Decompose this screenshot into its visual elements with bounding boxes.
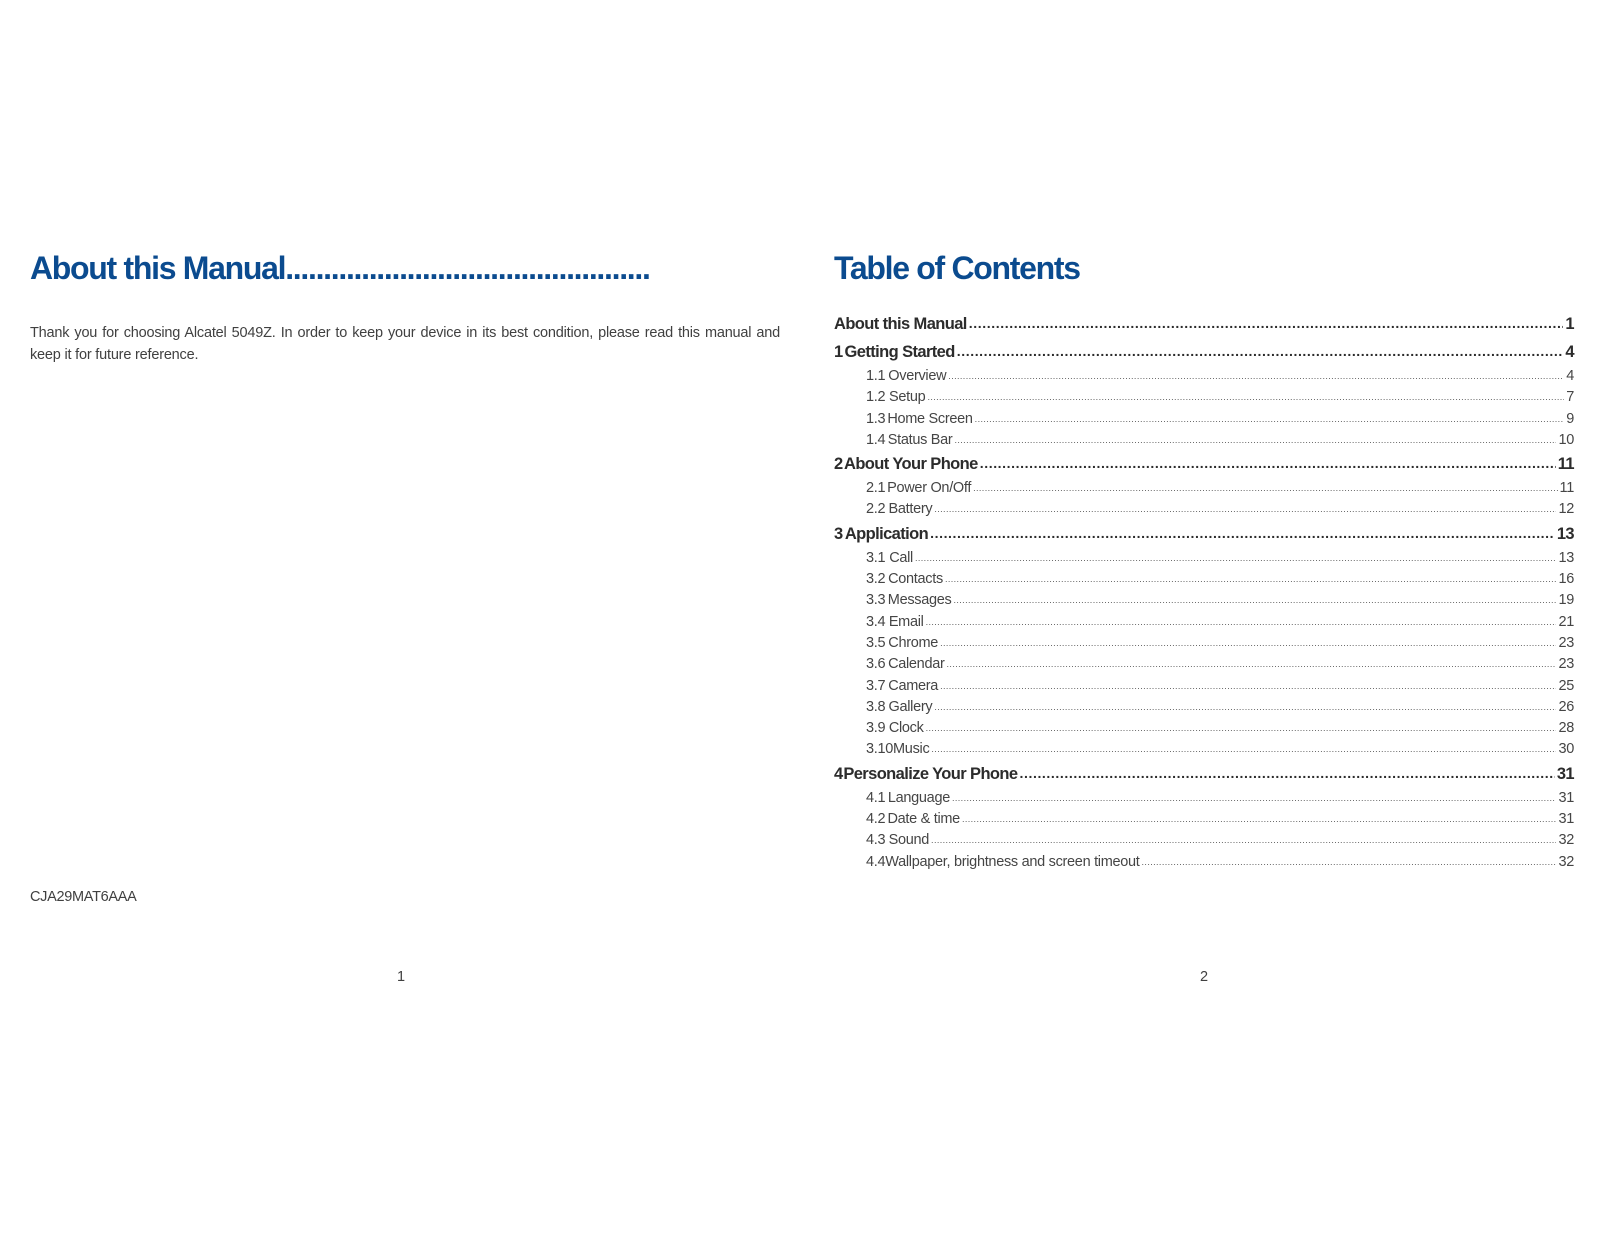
toc-dot-leader bbox=[931, 835, 1556, 845]
toc-dot-leader bbox=[969, 315, 1564, 331]
toc-heading: Table of Contents bbox=[834, 250, 1080, 286]
toc-section-label: Power On/Off bbox=[887, 480, 972, 497]
toc-dot-leader bbox=[980, 455, 1556, 471]
toc-dot-leader bbox=[953, 595, 1556, 605]
toc-chapter-page: 13 bbox=[1556, 524, 1574, 543]
toc-section-label: Home Screen bbox=[887, 410, 973, 427]
intro-paragraph: Thank you for choosing Alcatel 5049Z. In order to keep your device in its best condition, please read this manual and keep it for future reference. bbox=[30, 325, 780, 363]
toc-section-number: 2.1 bbox=[866, 480, 886, 497]
toc-dot-leader bbox=[934, 504, 1556, 514]
toc-dot-leader bbox=[930, 525, 1555, 541]
toc-section-page: 26 bbox=[1558, 698, 1574, 715]
toc-chapter-page: 11 bbox=[1557, 455, 1574, 474]
toc-section-page: 31 bbox=[1558, 789, 1574, 806]
toc-section-row[interactable] bbox=[834, 571, 1574, 592]
toc-section-page: 21 bbox=[1558, 613, 1574, 630]
toc-section-page: 30 bbox=[1558, 741, 1574, 758]
toc-chapter-label: Application bbox=[844, 524, 929, 543]
toc-chapter-page: 4 bbox=[1565, 343, 1574, 361]
left-page bbox=[30, 0, 780, 1237]
toc-section-number: 3.9 bbox=[866, 720, 886, 737]
toc-dot-leader bbox=[915, 553, 1556, 563]
toc-chapter-row[interactable] bbox=[834, 455, 1574, 480]
toc-section-number: 3.10 bbox=[866, 741, 894, 758]
toc-dot-leader bbox=[926, 723, 1557, 733]
toc-section-row[interactable] bbox=[834, 832, 1574, 853]
toc-dot-leader bbox=[975, 414, 1565, 424]
page-number-left: 1 bbox=[397, 969, 406, 985]
toc-chapter-number: 3 bbox=[834, 524, 843, 543]
toc-dot-leader bbox=[931, 744, 1556, 754]
toc-chapter-row[interactable] bbox=[834, 765, 1574, 790]
toc-dot-leader bbox=[1019, 765, 1554, 781]
about-manual-title-leader: ................................................ bbox=[285, 250, 650, 286]
toc-section-row[interactable] bbox=[834, 790, 1574, 811]
toc-section-number: 3.7 bbox=[866, 677, 886, 694]
toc-section-page: 13 bbox=[1558, 549, 1574, 566]
toc-section-number: 3.6 bbox=[866, 656, 886, 673]
toc-section-number: 3.8 bbox=[866, 698, 886, 715]
toc-section-page: 31 bbox=[1558, 811, 1574, 828]
toc-section-number: 4.4 bbox=[866, 853, 886, 870]
toc-section-label: Camera bbox=[888, 677, 939, 694]
toc-chapter-label: Getting Started bbox=[844, 343, 955, 361]
toc-section-label: Gallery bbox=[888, 698, 933, 715]
toc-section-page: 4 bbox=[1566, 368, 1574, 384]
toc-section-row[interactable] bbox=[834, 411, 1574, 432]
toc-section-label: Wallpaper, brightness and screen timeout bbox=[885, 853, 1140, 870]
toc-section-label: Clock bbox=[888, 720, 924, 737]
toc-chapter-row[interactable] bbox=[834, 525, 1574, 550]
toc-section-page: 7 bbox=[1566, 389, 1574, 406]
toc-section-page: 32 bbox=[1558, 832, 1574, 849]
toc-section-label: Call bbox=[889, 549, 913, 566]
toc-section-number: 2.2 bbox=[866, 501, 886, 518]
toc-section-page: 12 bbox=[1558, 501, 1574, 518]
toc-section-label: Language bbox=[887, 789, 950, 806]
toc-chapter-number: 4 bbox=[834, 764, 843, 783]
about-manual-title: About this Manual bbox=[30, 250, 286, 286]
toc-dot-leader bbox=[927, 392, 1564, 402]
toc-section-row[interactable] bbox=[834, 550, 1574, 571]
toc-section-label: Email bbox=[888, 613, 924, 630]
toc-section-page: 9 bbox=[1566, 410, 1574, 427]
toc-section-label: Battery bbox=[888, 501, 933, 518]
toc-section-row[interactable] bbox=[834, 811, 1574, 832]
toc-section-row[interactable] bbox=[834, 635, 1574, 656]
toc-section-label: Sound bbox=[888, 832, 930, 849]
toc-section-label: Calendar bbox=[888, 656, 945, 673]
toc-section-page: 32 bbox=[1558, 853, 1574, 870]
toc-dot-leader bbox=[947, 659, 1557, 669]
toc-section-number: 1.3 bbox=[866, 410, 886, 427]
toc-section-page: 16 bbox=[1558, 571, 1574, 588]
toc-entry-page: 1 bbox=[1565, 315, 1574, 333]
toc-section-row[interactable] bbox=[834, 741, 1574, 762]
right-page bbox=[834, 0, 1574, 1237]
toc-section-row[interactable] bbox=[834, 678, 1574, 699]
toc-dot-leader bbox=[945, 574, 1557, 584]
toc-entry-about-manual[interactable] bbox=[834, 315, 1574, 341]
toc-section-number: 4.2 bbox=[866, 811, 886, 828]
toc-section-row[interactable] bbox=[834, 432, 1574, 453]
toc-section-row[interactable] bbox=[834, 501, 1574, 522]
toc-section-row[interactable] bbox=[834, 854, 1574, 875]
toc-section-row[interactable] bbox=[834, 592, 1574, 613]
toc-section-row[interactable] bbox=[834, 480, 1574, 501]
toc-dot-leader bbox=[973, 483, 1557, 493]
toc-section-number: 1.2 bbox=[866, 389, 886, 406]
toc-dot-leader bbox=[957, 343, 1564, 359]
toc-dot-leader bbox=[940, 681, 1556, 691]
toc-section-label: Status Bar bbox=[887, 431, 953, 448]
toc-chapter-label: About Your Phone bbox=[844, 455, 978, 474]
toc-dot-leader bbox=[940, 638, 1556, 648]
toc-dot-leader bbox=[926, 617, 1557, 627]
toc-section-row[interactable] bbox=[834, 389, 1574, 410]
table-of-contents bbox=[834, 315, 1574, 875]
toc-section-row[interactable] bbox=[834, 720, 1574, 741]
toc-chapter-number: 2 bbox=[834, 455, 843, 474]
about-manual-heading bbox=[30, 248, 650, 288]
toc-section-label: Chrome bbox=[888, 634, 939, 651]
toc-chapter-label: Personalize Your Phone bbox=[843, 764, 1018, 783]
toc-section-number: 3.4 bbox=[866, 613, 886, 630]
document-id: CJA29MAT6AAA bbox=[30, 889, 137, 905]
toc-section-label: Contacts bbox=[888, 571, 943, 588]
toc-chapter-row[interactable] bbox=[834, 343, 1574, 368]
toc-section-number: 3.5 bbox=[866, 634, 886, 651]
toc-dot-leader bbox=[962, 814, 1557, 824]
toc-section-number: 3.3 bbox=[866, 592, 886, 609]
toc-section-row[interactable] bbox=[834, 614, 1574, 635]
toc-chapter-page: 31 bbox=[1556, 764, 1574, 783]
toc-section-page: 23 bbox=[1558, 656, 1574, 673]
toc-dot-leader bbox=[954, 435, 1556, 445]
toc-section-page: 28 bbox=[1558, 720, 1574, 737]
toc-section-number: 3.1 bbox=[866, 549, 886, 566]
toc-section-page: 11 bbox=[1559, 480, 1574, 497]
toc-section-row[interactable] bbox=[834, 368, 1574, 389]
toc-section-number: 1.1 bbox=[866, 368, 886, 384]
toc-section-row[interactable] bbox=[834, 699, 1574, 720]
toc-section-label: Overview bbox=[888, 368, 947, 384]
toc-dot-leader bbox=[952, 793, 1556, 803]
page-number-right: 2 bbox=[1200, 969, 1209, 985]
toc-section-page: 23 bbox=[1558, 634, 1574, 651]
toc-section-page: 10 bbox=[1558, 431, 1574, 448]
toc-section-number: 4.3 bbox=[866, 832, 886, 849]
toc-section-number: 3.2 bbox=[866, 571, 886, 588]
toc-section-label: Setup bbox=[889, 389, 926, 406]
toc-dot-leader bbox=[1142, 857, 1557, 867]
toc-section-row[interactable] bbox=[834, 656, 1574, 677]
toc-section-label: Date & time bbox=[887, 811, 960, 828]
toc-section-number: 4.1 bbox=[866, 789, 886, 806]
toc-chapter-number: 1 bbox=[834, 343, 843, 361]
toc-section-page: 25 bbox=[1558, 677, 1574, 694]
toc-section-label: Music bbox=[893, 741, 930, 758]
toc-section-label: Messages bbox=[887, 592, 952, 609]
toc-section-number: 1.4 bbox=[866, 431, 886, 448]
toc-section-page: 19 bbox=[1558, 592, 1574, 609]
toc-dot-leader bbox=[948, 371, 1564, 381]
toc-dot-leader bbox=[934, 702, 1556, 712]
toc-entry-label: About this Manual bbox=[834, 315, 967, 333]
